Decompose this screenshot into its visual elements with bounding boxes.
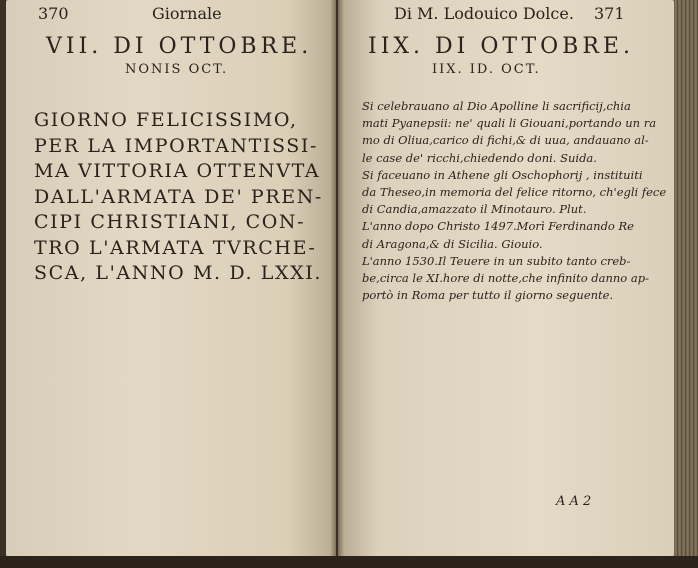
caps-line: GIORNO FELICISSIMO, (34, 109, 298, 131)
left-date-subtitle: NONIS OCT. (125, 62, 229, 77)
caps-line: MA VITTORIA OTTENVTA (34, 160, 321, 182)
right-date-subtitle: IIX. ID. OCT. (432, 62, 541, 77)
entry-line: L'anno dopo Christo 1497.Morì Ferdinando Re (362, 219, 634, 234)
entry-line: portò in Roma per tutto il giorno seguente. (362, 288, 614, 303)
entry-line: di Candia,amazzato il Minotauro. Plut. (362, 202, 587, 217)
left-page-number: 370 (38, 4, 69, 23)
signature-mark: A A 2 (556, 494, 592, 509)
bottom-shadow (0, 556, 698, 568)
entry-line: mo di Oliua,carico di fichi,& di uua, andauano al- (362, 133, 649, 148)
left-running-head: Giornale (152, 4, 222, 23)
entry-line: L'anno 1530.Il Teuere in un subito tanto creb- (362, 253, 631, 268)
caps-line: TRO L'ARMATA TVRCHE- (34, 236, 317, 259)
caps-line: PER LA IMPORTANTISSI- (34, 134, 319, 157)
entry-line: da Theseo,in memoria del felice ritorno, ch'egli fece (362, 185, 667, 200)
right-date-title: IIX. DI OTTOBRE. (368, 34, 634, 59)
caps-line: SCA, L'ANNO M. D. LXXI. (34, 262, 322, 284)
entry-line: mati Pyanepsii: ne' quali li Giouani,portando un ra (362, 116, 657, 131)
entry-line: le case de' ricchi,chiedendo doni. Suida. (362, 150, 597, 165)
entry-line: Si celebrauano al Dio Apolline li sacrificij,chia (362, 99, 631, 113)
right-entries (362, 98, 667, 304)
page-edges (674, 0, 698, 568)
left-caps-block (34, 108, 324, 287)
right-running-head: Di M. Lodouico Dolce. (394, 4, 574, 23)
entry-line: di Aragona,& di Sicilia. Giouio. (362, 236, 543, 251)
book-gutter (330, 0, 344, 560)
entry-line: be,circa le XI.hore di notte,che infinito danno ap- (362, 271, 649, 286)
right-page-number: 371 (594, 4, 625, 23)
caps-line: CIPI CHRISTIANI, CON- (34, 211, 306, 233)
left-date-title: VII. DI OTTOBRE. (46, 34, 313, 59)
entry-line: Si faceuano in Athene gli Oschophorij , instituiti (362, 167, 643, 182)
caps-line: DALL'ARMATA DE' PREN- (34, 185, 323, 208)
